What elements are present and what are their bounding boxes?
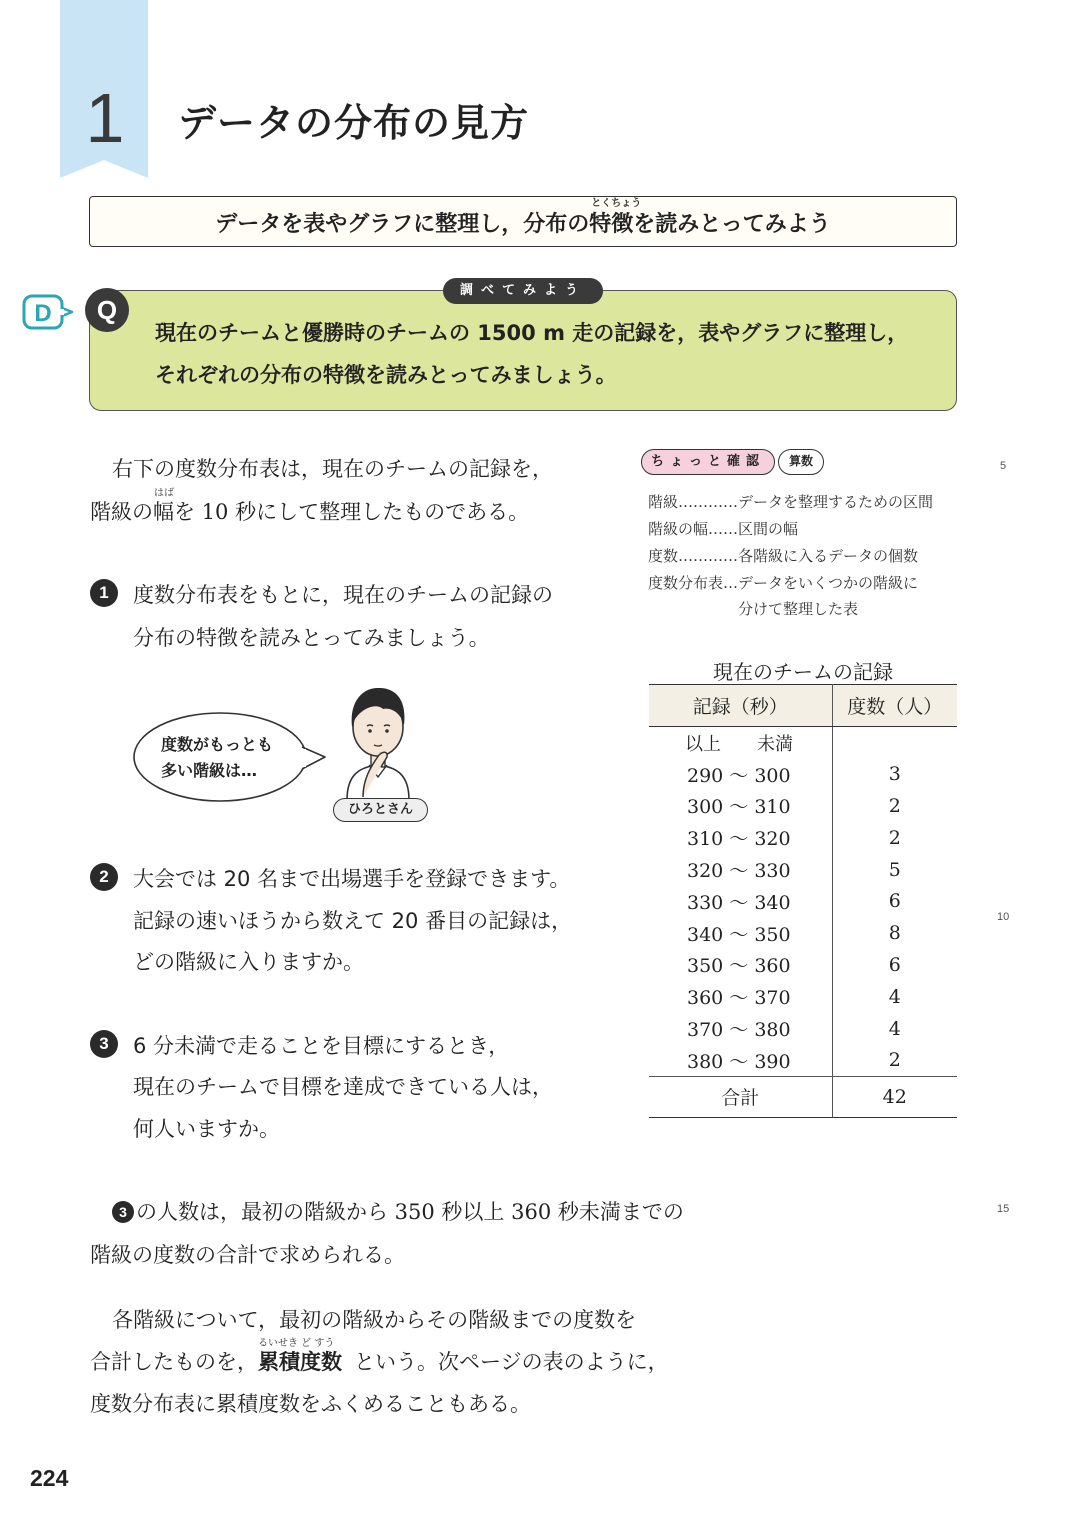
table-cell-frequency: 6	[888, 953, 901, 976]
frequency-table	[649, 684, 957, 1118]
table-row	[649, 981, 957, 1013]
task-2-number: 2	[90, 863, 118, 891]
term-ruby: るいせき ど すう	[258, 1338, 335, 1349]
table-row	[649, 1013, 957, 1045]
table-cell-frequency: 2	[888, 1049, 901, 1072]
page-title: データの分布の見方	[178, 101, 530, 145]
table-cell-frequency: 4	[888, 1017, 901, 1040]
task-3-line-3: 何人いますか。	[133, 1117, 280, 1141]
explain-1-line-1	[112, 1196, 684, 1226]
table-total-label: 合計	[649, 1076, 832, 1117]
intro-text-part: を 10 秒にして整理したものである。	[174, 500, 530, 524]
table-row	[649, 949, 957, 981]
d-icon-letter: D	[34, 300, 52, 327]
intro-ruby: はば	[154, 488, 174, 499]
table-cell-range: 330 ～ 340	[649, 885, 832, 917]
table-cell-frequency: 8	[888, 922, 901, 945]
speech-bubble	[132, 711, 327, 803]
digital-content-icon[interactable]	[22, 292, 74, 332]
table-cell-range: 370 ～ 380	[649, 1013, 832, 1045]
intro-text-part: 階級の	[90, 500, 153, 524]
table-row	[649, 727, 957, 759]
table-cell-frequency: 2	[888, 794, 901, 817]
explain-2-line-1: 各階級について，最初の階級からその階級までの度数を	[112, 1308, 637, 1332]
check-item: 度数分布表…データをいくつかの階級に	[648, 574, 919, 592]
check-item: 度数…………各階級に入るデータの個数	[648, 547, 919, 565]
task-3-number: 3	[90, 1030, 118, 1058]
explain-task-ref: 3	[112, 1201, 134, 1223]
table-unit-label: 以上 未満	[649, 727, 832, 759]
cumulative-frequency-term	[258, 1338, 342, 1376]
character-name-tag: ひろとさん	[333, 798, 428, 822]
question-line-2: それぞれの分布の特徴を読みとってみましょう。	[155, 363, 617, 387]
term-base: 累積度数	[258, 1350, 342, 1374]
speech-line-1: 度数がもっとも	[161, 735, 274, 754]
table-cell-range: 310 ～ 320	[649, 822, 832, 854]
task-1-line-2: 分布の特徴を読みとってみましょう。	[133, 626, 490, 650]
question-icon: Q	[85, 288, 129, 332]
table-row	[649, 758, 957, 790]
table-caption: 現在のチームの記録	[713, 660, 893, 684]
explain-2-line-2	[90, 1338, 669, 1376]
task-3-line-1: 6 分未満で走ることを目標にするとき，	[133, 1034, 510, 1058]
table-cell	[832, 727, 957, 759]
table-header-record: 記録（秒）	[649, 685, 832, 727]
check-item: 階級の幅……区間の幅	[648, 520, 799, 538]
table-row	[649, 885, 957, 917]
table-cell-range: 300 ～ 310	[649, 790, 832, 822]
table-cell-frequency: 6	[888, 890, 901, 913]
line-number: 15	[997, 1203, 1010, 1215]
table-cell-range: 290 ～ 300	[649, 758, 832, 790]
goal-text-part: データを表やグラフに整理し，分布の	[215, 212, 590, 237]
goal-text	[89, 198, 957, 238]
explain-2-text-part: という。次ページの表のように，	[354, 1350, 669, 1374]
table-cell-frequency: 3	[888, 763, 901, 786]
task-3-line-2: 現在のチームで目標を達成できている人は，	[133, 1075, 553, 1099]
task-2-line-3: どの階級に入りますか。	[133, 950, 364, 974]
page-number: 224	[30, 1465, 69, 1491]
intro-line-2	[90, 488, 530, 526]
task-1-number: 1	[90, 579, 118, 607]
goal-ruby-base: 特徴	[589, 212, 634, 237]
student-character-illustration	[333, 685, 423, 800]
table-cell-range: 320 ～ 330	[649, 854, 832, 886]
goal-ruby-word	[589, 198, 642, 238]
table-cell-range: 380 ～ 390	[649, 1044, 832, 1076]
speech-line-2: 多い階級は…	[161, 761, 258, 780]
table-total-row	[649, 1076, 957, 1117]
table-cell-frequency: 4	[888, 985, 901, 1008]
section-number: 1	[85, 79, 123, 157]
subject-badge: 算数	[778, 449, 824, 475]
table-cell-frequency: 2	[888, 826, 901, 849]
table-row	[649, 822, 957, 854]
question-box	[89, 290, 957, 411]
explain-1-line-2: 階級の度数の合計で求められる。	[90, 1243, 405, 1267]
table-header-frequency: 度数（人）	[832, 685, 957, 727]
table-cell-frequency: 5	[888, 858, 901, 881]
intro-ruby-base: 幅	[153, 500, 174, 524]
task-1-line-1: 度数分布表をもとに，現在のチームの記録の	[133, 583, 553, 607]
table-cell-range: 350 ～ 360	[649, 949, 832, 981]
table-cell-range: 360 ～ 370	[649, 981, 832, 1013]
goal-text-part: を読みとってみよう	[633, 212, 831, 237]
goal-ruby: とくちょう	[591, 198, 642, 209]
check-item: 階級…………データを整理するための区間	[648, 493, 934, 511]
explain-2-line-3: 度数分布表に累積度数をふくめることもある。	[90, 1392, 531, 1416]
question-line-1: 現在のチームと優勝時のチームの 1500 m 走の記録を，表やグラフに整理し，	[155, 321, 909, 345]
question-label: 調べてみよう	[443, 278, 603, 304]
table-row	[649, 1044, 957, 1076]
table-cell-range: 340 ～ 350	[649, 917, 832, 949]
explain-2-text-part: 合計したものを，	[90, 1350, 258, 1374]
table-row	[649, 917, 957, 949]
table-total-value: 42	[832, 1076, 957, 1117]
intro-ruby-word	[153, 488, 174, 526]
line-number: 5	[1000, 460, 1007, 472]
line-number: 10	[997, 911, 1010, 923]
table-row	[649, 854, 957, 886]
quick-check-label: ちょっと確認	[641, 449, 775, 475]
explain-1-text: の人数は，最初の階級から 350 秒以上 360 秒未満までの	[136, 1200, 684, 1224]
task-2-line-1: 大会では 20 名まで出場選手を登録できます。	[133, 867, 571, 891]
table-row	[649, 790, 957, 822]
check-item: 分けて整理した表	[648, 600, 859, 618]
intro-line-1: 右下の度数分布表は，現在のチームの記録を，	[112, 457, 553, 481]
task-2-line-2: 記録の速いほうから数えて 20 番目の記録は，	[133, 909, 573, 933]
